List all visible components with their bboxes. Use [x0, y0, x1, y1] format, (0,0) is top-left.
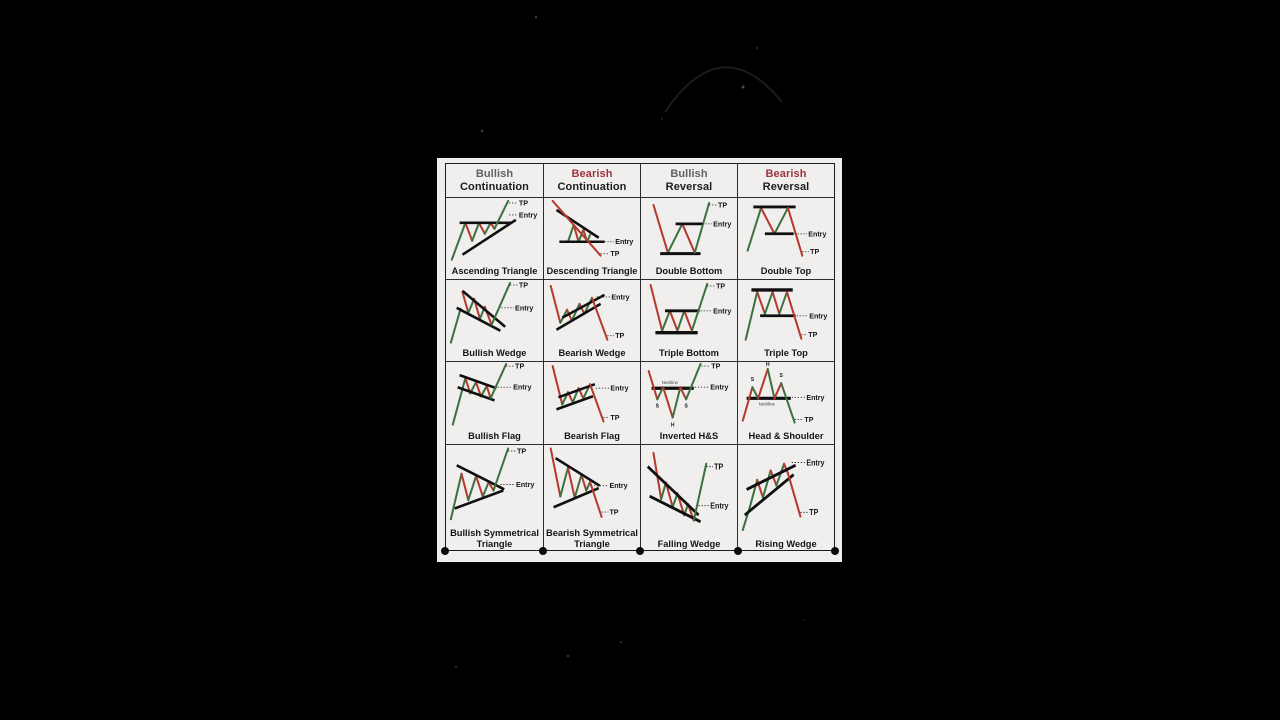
header-line2: Continuation [557, 180, 627, 193]
price-down-segment [590, 482, 602, 517]
price-down-segment [551, 449, 561, 497]
price-up-segment [451, 309, 461, 343]
pattern-cell-bullish-wedge [446, 279, 543, 361]
pattern-name: Triple Top [764, 347, 808, 358]
header-line1: Bearish [571, 167, 613, 180]
pattern-name: Triple Bottom [659, 347, 719, 358]
grid-bullet-dot [636, 547, 644, 555]
shoulder-head-mark: S [750, 377, 755, 384]
header-line1: Bullish [670, 167, 708, 180]
trend-line [745, 475, 794, 515]
price-up-segment [483, 482, 489, 496]
tp-label: TP [711, 362, 721, 371]
price-down-segment [684, 311, 692, 331]
price-up-segment [472, 223, 479, 241]
pattern-diagram-inverted-hs [641, 362, 737, 431]
column-header-bullish-reversal [640, 164, 737, 197]
shoulder-head-mark: S [779, 373, 783, 380]
header-line2: Reversal [762, 180, 810, 193]
price-up-segment [695, 203, 709, 253]
price-up-segment [568, 225, 574, 242]
entry-label: Entry [515, 303, 534, 313]
price-down-segment [568, 468, 575, 498]
pattern-cell-bullish-symmetrical-triangle [446, 444, 543, 552]
shoulder-head-mark: H [670, 422, 675, 429]
neckline-label: Neckline [661, 380, 678, 386]
trend-line [455, 490, 504, 508]
pattern-cell-inverted-hs [640, 361, 737, 444]
price-down-segment [462, 474, 469, 500]
pattern-cell-head-shoulder [737, 361, 834, 444]
header-line2: Continuation [459, 180, 529, 193]
price-up-segment [774, 208, 787, 234]
price-up-segment [451, 474, 462, 519]
tp-label: TP [716, 281, 726, 291]
price-up-segment [692, 284, 707, 331]
tp-label: TP [518, 198, 529, 208]
trend-line [556, 458, 600, 486]
pattern-diagram-ascending-triangle [446, 198, 543, 266]
pattern-name: Double Top [760, 265, 812, 276]
price-down-segment [743, 387, 753, 420]
price-down-segment [553, 366, 563, 404]
tp-label: TP [810, 247, 820, 257]
pattern-name: Bullish Flag [468, 430, 521, 441]
tp-label: TP [717, 200, 728, 210]
price-up-segment [662, 311, 670, 331]
tp-label: TP [808, 330, 818, 340]
pattern-cell-bullish-flag [446, 361, 543, 444]
price-down-segment [757, 292, 765, 314]
price-up-segment [575, 475, 582, 498]
price-down-segment [774, 383, 781, 398]
pattern-cell-ascending-triangle [446, 197, 543, 279]
pattern-name: Head & Shoulder [748, 430, 824, 441]
pattern-name: Inverted H&S [659, 430, 719, 441]
price-up-segment [673, 387, 681, 417]
pattern-name: Bearish Wedge [558, 347, 626, 358]
entry-label: Entry [610, 383, 629, 393]
pattern-name: Double Bottom [655, 265, 723, 276]
pattern-name: Ascending Triangle [451, 265, 538, 276]
price-down-segment [761, 208, 774, 234]
grid-bullet-dot [441, 547, 449, 555]
pattern-name: Bullish Symmetrical Triangle [450, 528, 539, 549]
pattern-name: Falling Wedge [657, 538, 721, 549]
price-down-segment [553, 201, 601, 256]
price-up-segment [694, 464, 706, 521]
chart-patterns-sheet [437, 158, 842, 562]
tp-label: TP [809, 507, 819, 518]
entry-label: Entry [806, 457, 825, 468]
price-down-segment [653, 205, 667, 253]
price-down-segment [551, 286, 561, 323]
price-down-segment [663, 387, 673, 417]
pattern-cell-triple-top [737, 279, 834, 361]
header-line2: Reversal [665, 180, 713, 193]
pattern-cell-bearish-symmetrical-triangle [543, 444, 640, 552]
entry-label: Entry [809, 311, 828, 321]
pattern-diagram-double-top [738, 198, 834, 266]
neckline-label: Neckline [758, 401, 775, 407]
pattern-diagram-triple-bottom [641, 280, 737, 348]
pattern-diagram-head-shoulder [738, 362, 834, 431]
pattern-cell-bearish-flag [543, 361, 640, 444]
price-up-segment [779, 292, 787, 314]
price-up-segment [560, 468, 568, 497]
price-up-segment [686, 364, 700, 399]
entry-label: Entry [611, 292, 630, 302]
column-header-bearish-reversal [737, 164, 834, 197]
tp-label: TP [610, 412, 620, 423]
entry-label: Entry [609, 481, 628, 491]
price-down-segment [651, 285, 663, 331]
price-up-segment [492, 283, 510, 325]
price-down-segment [682, 224, 694, 253]
tp-label: TP [517, 446, 527, 456]
tp-label: TP [610, 249, 620, 259]
header-line1: Bullish [475, 167, 514, 180]
price-down-segment [788, 473, 800, 516]
entry-label: Entry [713, 219, 732, 229]
shoulder-head-mark: H [765, 362, 770, 369]
pattern-cell-falling-wedge [640, 444, 737, 552]
pattern-diagram-double-bottom [641, 198, 737, 266]
shoulder-head-mark: S [684, 403, 688, 410]
price-down-segment [788, 208, 802, 256]
pattern-grid [445, 163, 835, 551]
price-up-segment [746, 292, 758, 340]
price-up-segment [491, 364, 507, 398]
pattern-cell-rising-wedge [737, 444, 834, 552]
pattern-diagram-bearish-symmetrical-triangle [544, 445, 640, 528]
grid-bullet-dot [539, 547, 547, 555]
tp-label: TP [714, 461, 724, 472]
column-header-bearish-continuation [543, 164, 640, 197]
pattern-cell-triple-bottom [640, 279, 737, 361]
pattern-diagram-bearish-wedge [544, 280, 640, 348]
price-down-segment [590, 384, 603, 421]
entry-label: Entry [808, 229, 827, 239]
price-down-segment [649, 371, 658, 399]
tp-label: TP [515, 362, 525, 371]
pattern-diagram-bullish-symmetrical-triangle [446, 445, 543, 528]
header-line1: Bearish [765, 167, 807, 180]
entry-label: Entry [806, 392, 825, 402]
price-up-segment [495, 201, 509, 229]
pattern-cell-double-top [737, 197, 834, 279]
price-up-segment [752, 387, 758, 398]
entry-label: Entry [713, 306, 732, 316]
pattern-diagram-triple-top [738, 280, 834, 348]
price-down-segment [670, 311, 678, 331]
grid-bullet-dot [831, 547, 839, 555]
price-up-segment [668, 224, 682, 253]
price-down-segment [773, 292, 780, 314]
tp-label: TP [615, 331, 625, 341]
price-down-segment [465, 223, 472, 241]
price-up-segment [765, 292, 773, 314]
pattern-diagram-bullish-flag [446, 362, 543, 431]
entry-label: Entry [710, 500, 729, 511]
entry-label: Entry [518, 210, 538, 220]
price-up-segment [468, 476, 476, 500]
price-up-segment [677, 311, 684, 331]
pattern-cell-double-bottom [640, 197, 737, 279]
tp-label: TP [804, 414, 814, 425]
grid-bullet-dot [734, 547, 742, 555]
pattern-diagram-bearish-flag [544, 362, 640, 431]
price-down-segment [479, 223, 485, 234]
pattern-name: Descending Triangle [546, 265, 638, 276]
price-up-segment [768, 369, 775, 398]
price-up-segment [748, 208, 761, 251]
pattern-name: Rising Wedge [755, 538, 817, 549]
entry-label: Entry [516, 479, 535, 490]
tp-label: TP [609, 507, 619, 517]
shoulder-head-mark: S [655, 403, 659, 410]
price-up-segment [453, 378, 466, 424]
pattern-name: Bearish Symmetrical Triangle [546, 528, 638, 549]
price-up-segment [781, 383, 794, 422]
price-up-segment [485, 223, 491, 234]
pattern-cell-bearish-wedge [543, 279, 640, 361]
pattern-diagram-falling-wedge [641, 445, 737, 539]
pattern-cell-descending-triangle [543, 197, 640, 279]
entry-label: Entry [615, 237, 634, 247]
pattern-diagram-rising-wedge [738, 445, 834, 539]
column-header-bullish-continuation [446, 164, 543, 197]
price-down-segment [758, 369, 768, 398]
pattern-name: Bullish Wedge [462, 347, 527, 358]
entry-label: Entry [710, 382, 729, 392]
pattern-diagram-descending-triangle [544, 198, 640, 266]
pattern-name: Bearish Flag [564, 430, 620, 441]
entry-label: Entry [513, 382, 532, 392]
pattern-diagram-bullish-wedge [446, 280, 543, 348]
tp-label: TP [518, 280, 529, 290]
